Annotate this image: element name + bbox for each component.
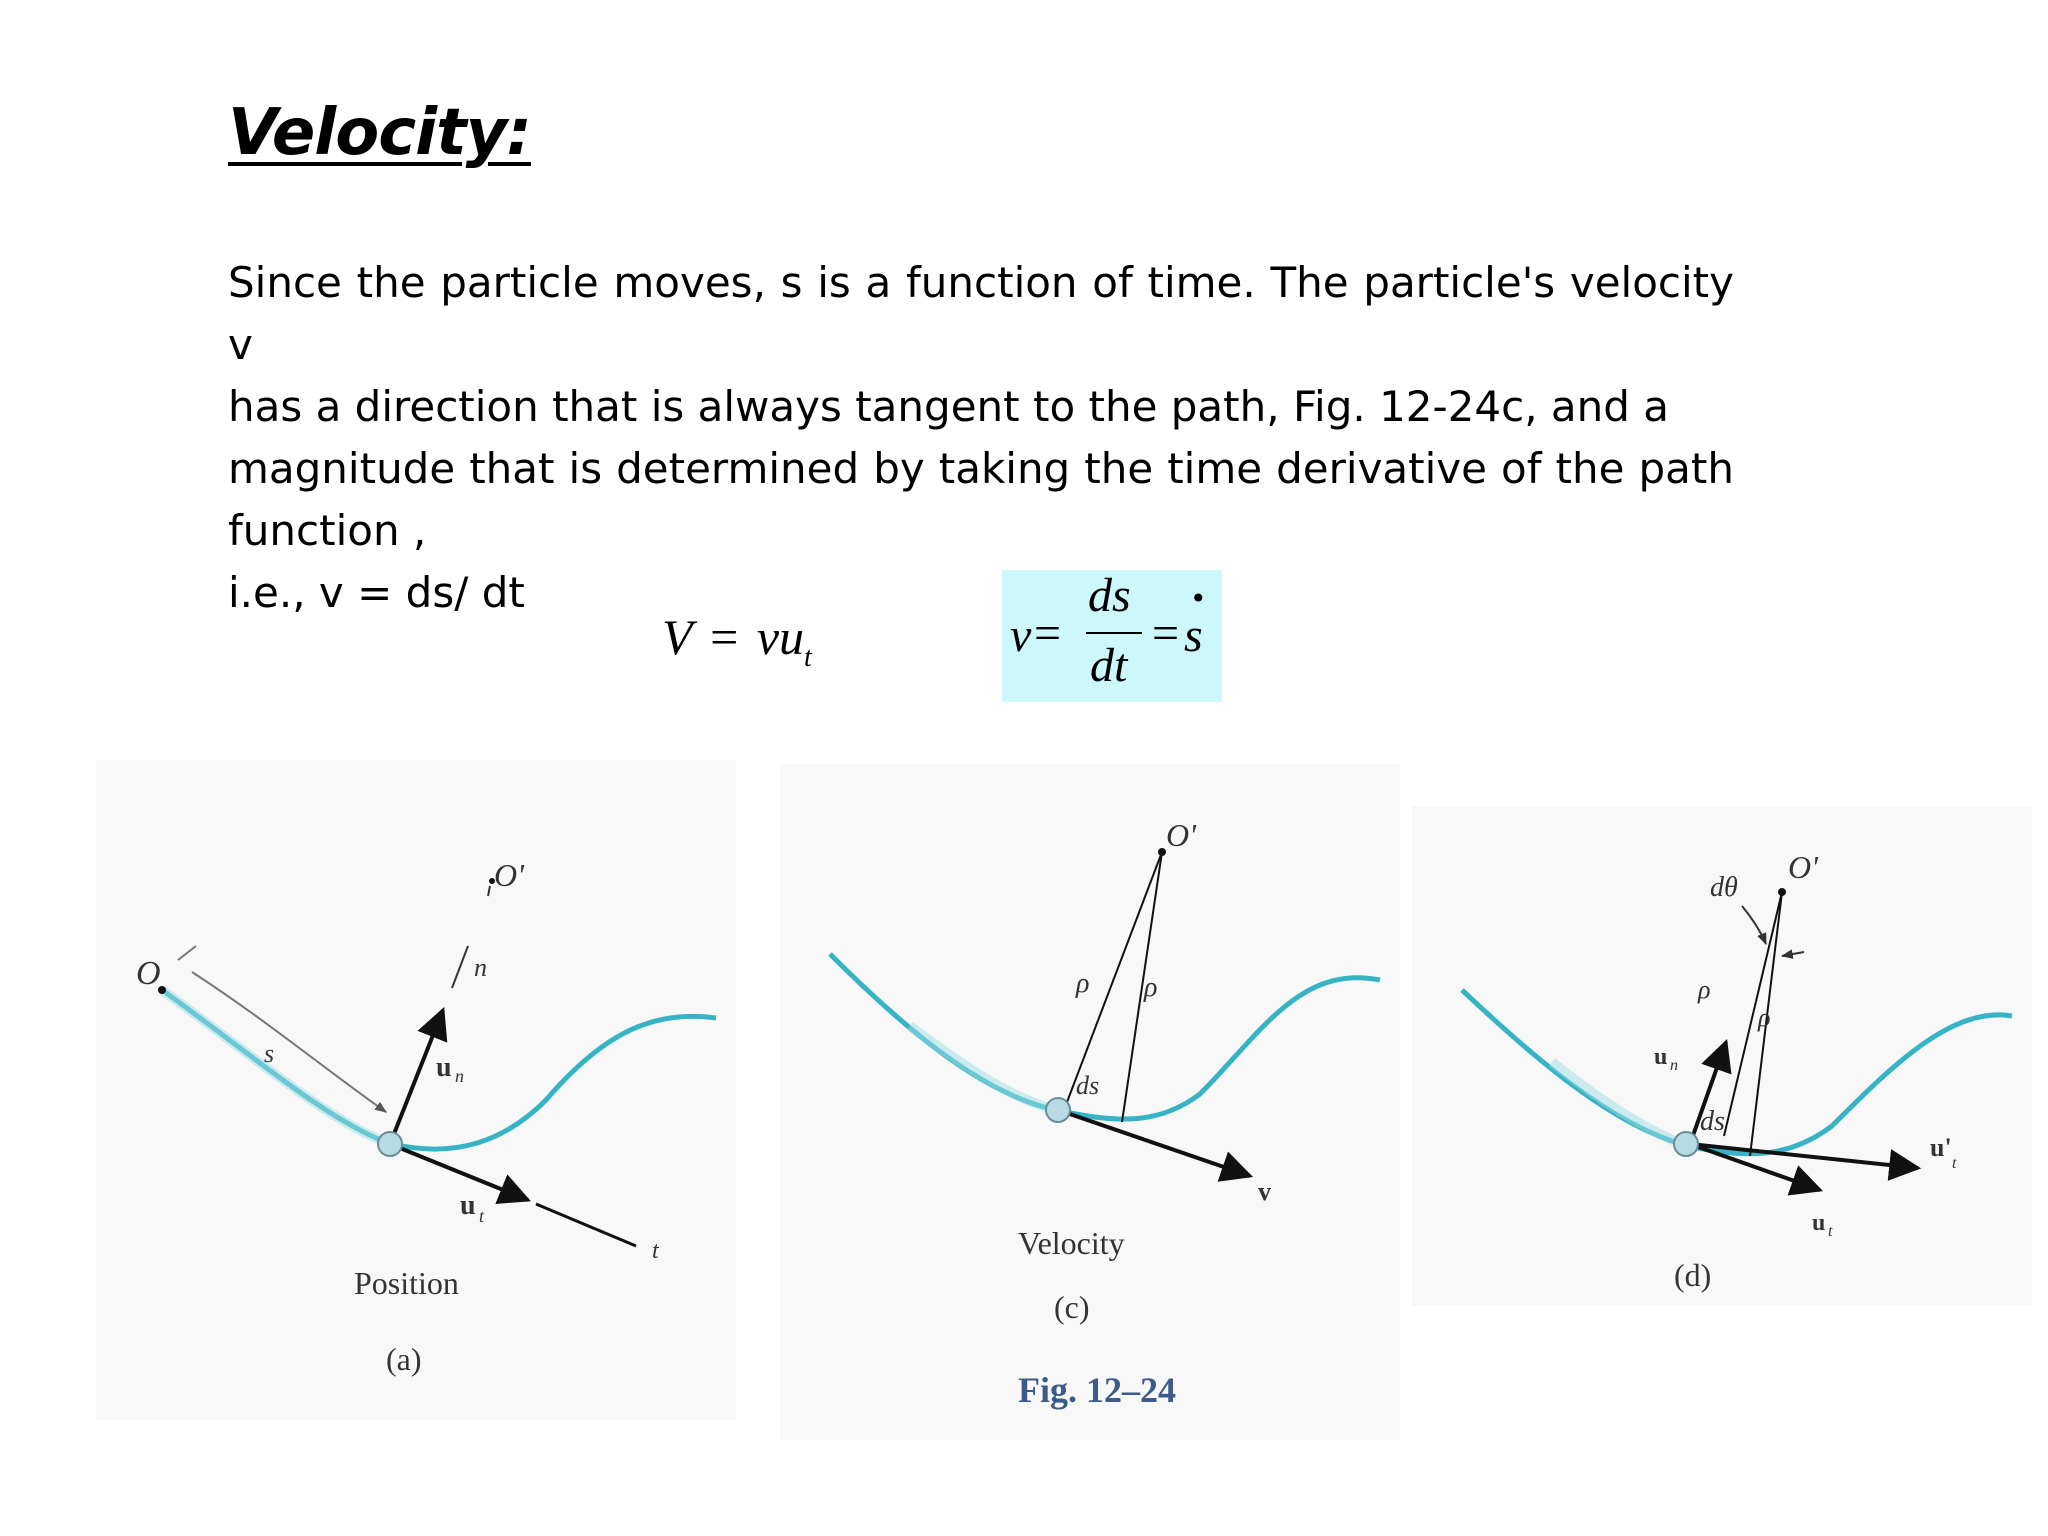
label-ut-prime: u'	[1930, 1133, 1952, 1162]
label-dtheta: dθ	[1710, 872, 1738, 903]
paragraph-line: function ,	[228, 506, 427, 555]
eq-lhs: V	[662, 609, 692, 665]
paragraph-line: i.e., v = ds/ dt	[228, 568, 525, 617]
paragraph-line: magnitude that is determined by taking the time derivative of the path	[228, 444, 1734, 493]
label-rho-2: ρ	[1144, 972, 1158, 1003]
label-rho-2: ρ	[1758, 1003, 1771, 1032]
label-ut: u	[460, 1190, 476, 1221]
figure-c-background	[780, 764, 1400, 1440]
eq-rhs: vu	[756, 609, 805, 665]
label-un-sub: n	[1670, 1057, 1678, 1074]
speed-eq-rhs: s	[1184, 609, 1203, 662]
caption-velocity: Velocity	[1018, 1225, 1125, 1261]
speed-eq-numerator: ds	[1088, 569, 1131, 622]
label-ut-sub: t	[1828, 1223, 1833, 1240]
label-n: n	[474, 953, 487, 982]
label-ds: ds	[1076, 1071, 1100, 1100]
label-O: O	[136, 955, 161, 992]
speed-equation-box	[1002, 570, 1222, 702]
body-paragraph	[228, 252, 1734, 624]
label-t: t	[652, 1238, 659, 1264]
vector-velocity-equation	[662, 608, 812, 674]
particle-icon	[1674, 1132, 1698, 1156]
label-O-prime: O'	[494, 857, 524, 893]
slide-title: Velocity:	[228, 96, 531, 170]
figure-c-velocity	[780, 764, 1400, 1440]
speed-eq-lhs: v	[1010, 609, 1032, 662]
paragraph-line: has a direction that is always tangent to the path, Fig. 12-24c, and a	[228, 382, 1670, 431]
eq-equals: =	[710, 609, 739, 665]
figure-label: Fig. 12–24	[1018, 1370, 1176, 1410]
label-un: u	[436, 1052, 452, 1083]
label-ut-sub: t	[479, 1206, 485, 1226]
figure-d	[1412, 806, 2032, 1306]
label-un-sub: n	[455, 1066, 464, 1086]
fraction-bar	[1086, 632, 1142, 634]
label-rho-1: ρ	[1698, 975, 1711, 1004]
speed-eq-equals-2: =	[1152, 607, 1180, 660]
label-v: v	[1258, 1177, 1271, 1206]
speed-eq-equals-1: =	[1034, 607, 1062, 660]
label-O-prime: O'	[1788, 849, 1818, 885]
eq-rhs-subscript: t	[804, 642, 812, 673]
label-O-prime: O'	[1166, 817, 1196, 853]
caption-position: Position	[354, 1265, 459, 1301]
figure-a-background	[96, 760, 736, 1420]
particle-icon	[1046, 1098, 1070, 1122]
paragraph-line: Since the particle moves, s is a function of time. The particle's velocity v	[228, 258, 1734, 369]
label-ut-prime-sub: t	[1952, 1155, 1957, 1172]
label-s: s	[264, 1039, 275, 1068]
label-a: (a)	[386, 1341, 422, 1377]
label-d: (d)	[1674, 1257, 1712, 1293]
figure-a-position	[96, 760, 736, 1420]
label-ut: u	[1812, 1210, 1826, 1236]
dot-icon: •	[1190, 582, 1207, 615]
label-c: (c)	[1054, 1289, 1090, 1325]
label-rho-1: ρ	[1076, 968, 1090, 999]
label-un: u	[1654, 1044, 1668, 1070]
speed-eq-denominator: dt	[1090, 639, 1128, 692]
label-ds: ds	[1700, 1106, 1725, 1137]
particle-icon	[378, 1132, 402, 1156]
